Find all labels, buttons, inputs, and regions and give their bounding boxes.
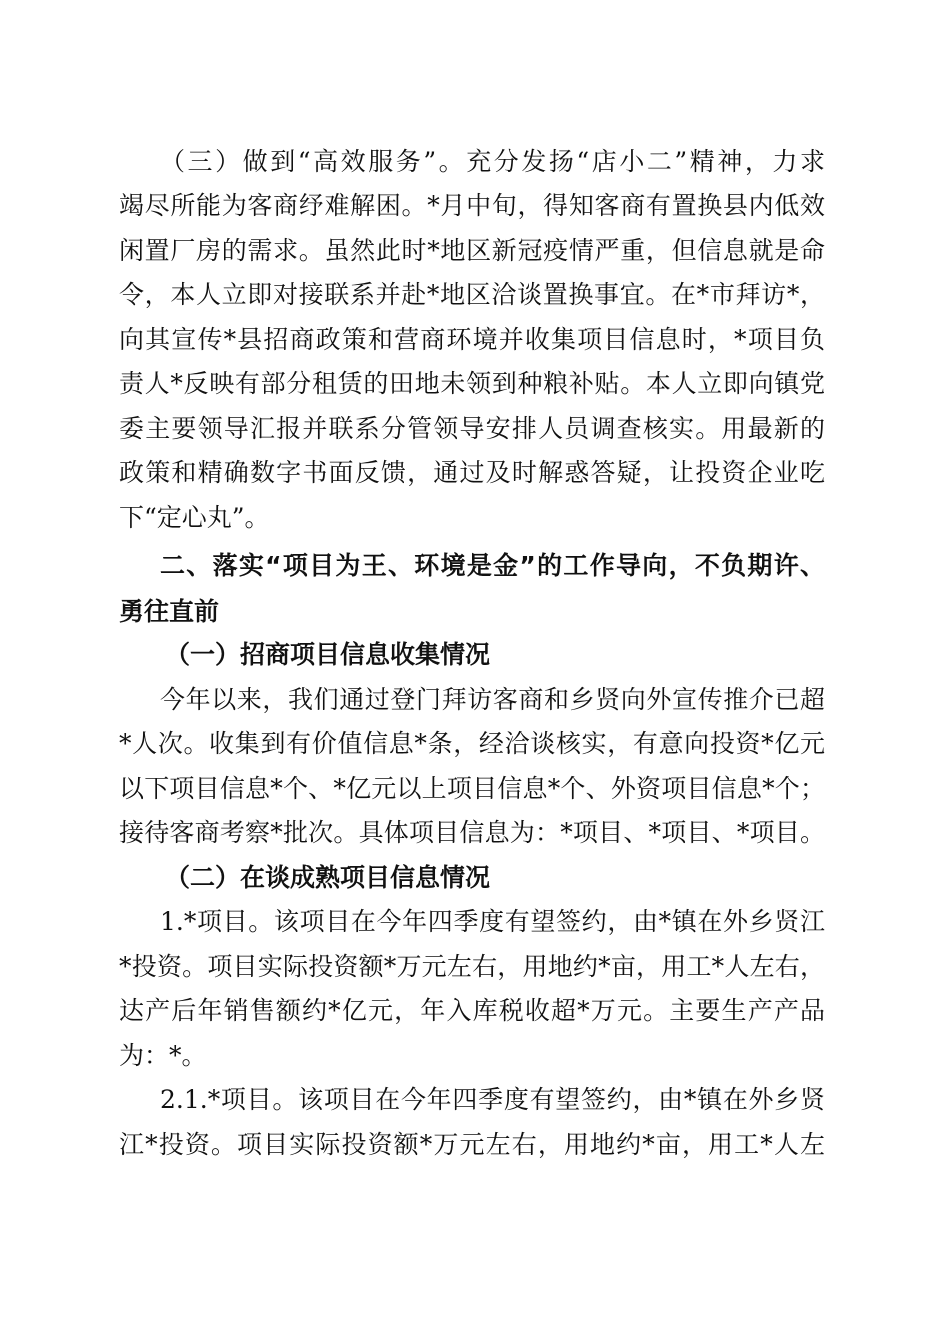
text-line: 令，本人立即对接联系并赴*地区洽谈置换事宜。在*市拜访*， [119, 280, 825, 309]
subsection-heading: （一）招商项目信息收集情况 [165, 640, 491, 669]
text-line: 为：*。 [119, 1041, 207, 1070]
text-line: 责人*反映有部分租赁的田地未领到种粮补贴。本人立即向镇党 [119, 369, 825, 398]
text-line: 江*投资。项目实际投资额*万元左右，用地约*亩，用工*人左 [119, 1130, 825, 1159]
text-line: 2.1.*项目。该项目在今年四季度有望签约，由*镇在外乡贤 [160, 1085, 825, 1114]
text-line: 今年以来，我们通过登门拜访客商和乡贤向外宣传推介已超 [160, 685, 825, 714]
text-line: （三）做到“高效服务”。充分发扬“店小二”精神，力求 [160, 147, 825, 176]
text-line: 1.*项目。该项目在今年四季度有望签约，由*镇在外乡贤江 [160, 907, 825, 936]
text-line: *投资。项目实际投资额*万元左右，用地约*亩，用工*人左右， [119, 952, 825, 981]
section-heading: 二、落实“项目为王、环境是金”的工作导向，不负期许、 [160, 551, 825, 580]
text-line: 委主要领导汇报并联系分管领导安排人员调查核实。用最新的 [119, 414, 825, 443]
text-line: 下“定心丸”。 [119, 503, 270, 532]
section-heading: 勇往直前 [119, 597, 220, 626]
text-line: 以下项目信息*个、*亿元以上项目信息*个、外资项目信息*个； [119, 774, 825, 803]
text-line: 闲置厂房的需求。虽然此时*地区新冠疫情严重，但信息就是命 [119, 236, 825, 265]
text-line: 政策和精确数字书面反馈，通过及时解惑答疑，让投资企业吃 [119, 458, 825, 487]
subsection-heading: （二）在谈成熟项目信息情况 [165, 863, 491, 892]
text-line: 达产后年销售额约*亿元，年入库税收超*万元。主要生产产品 [119, 996, 825, 1025]
text-line: 向其宣传*县招商政策和营商环境并收集项目信息时，*项目负 [119, 325, 825, 354]
text-line: 接待客商考察*批次。具体项目信息为：*项目、*项目、*项目。 [119, 818, 825, 847]
text-line: *人次。收集到有价值信息*条，经洽谈核实，有意向投资*亿元 [119, 729, 825, 758]
text-line: 竭尽所能为客商纾难解困。*月中旬，得知客商有置换县内低效 [119, 191, 825, 220]
